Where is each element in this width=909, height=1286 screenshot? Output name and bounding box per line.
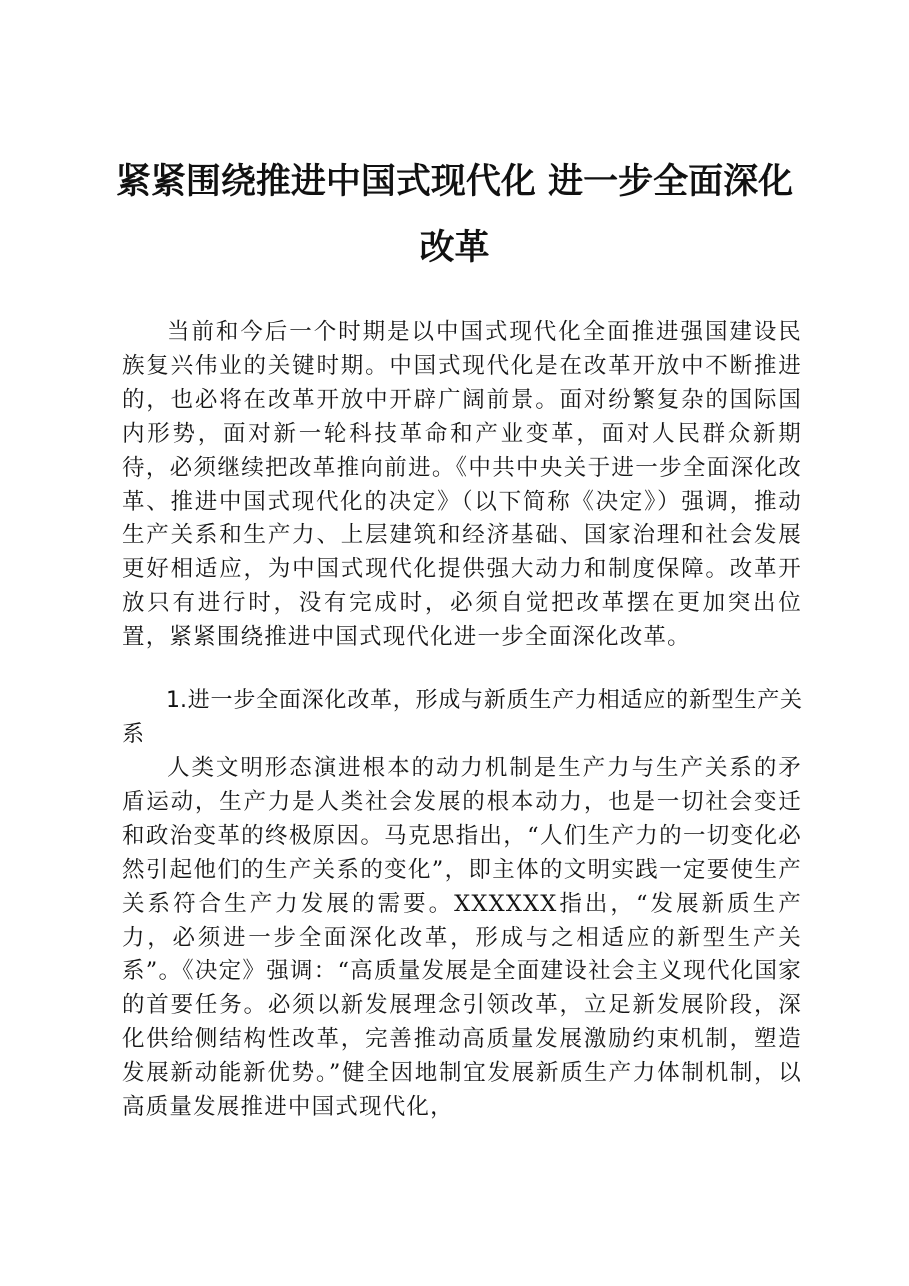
section-heading-1: 1.进一步全面深化改革，形成与新质生产力相适应的新型生产关系 — [122, 688, 802, 747]
document-title-line-1: 紧紧围绕推进中国式现代化 进一步全面深化 — [115, 161, 794, 202]
document-title-line-2: 改革 — [419, 227, 490, 268]
intro-paragraph: 当前和今后一个时期是以中国式现代化全面推进强国建设民族复兴伟业的关键时期。中国式现代化是在改革开放中不断推进的，也必将在改革开放中开辟广阔前景。面对纷繁复杂的国际国内形势，面对新一轮科技革命和产业变革，面对人民群众新期待，必须继续把改革推向前进。《中共中央关于进一步全面深化改革、推进中国式现代化的决定》（以下简称《决定》）强调，推动生产关系和生产力、上层建筑和经济基础、国家治理和社会发展更好相适应，为中国式现代化提供强大动力和制度保障。改革开放只有进行时，没有完成时，必须自觉把改革摆在更加突出位置，紧紧围绕推进中国式现代化进一步全面深化改革。 — [122, 319, 802, 651]
section-1-paragraph: 人类文明形态演进根本的动力机制是生产力与生产关系的矛盾运动，生产力是人类社会发展的根本动力，也是一切社会变迁和政治变革的终极原因。马克思指出，“人们生产力的一切变化必然引起他们的生产关系的变化”，即主体的文明实践一定要使生产关系符合生产力发展的需要。XXXXXX指出，“发展新质生产力，必须进一步全面深化改革，形成与之相适应的新型生产关系”。《决定》强调：“高质量发展是全面建设社会主义现代化国家的首要任务。必须以新发展理念引领改革，立足新发展阶段，深化供给侧结构性改革，完善推动高质量发展激励约束机制，塑造发展新动能新优势。”健全因地制宜发展新质生产力体制机制，以高质量发展推进中国式现代化， — [122, 755, 802, 1121]
